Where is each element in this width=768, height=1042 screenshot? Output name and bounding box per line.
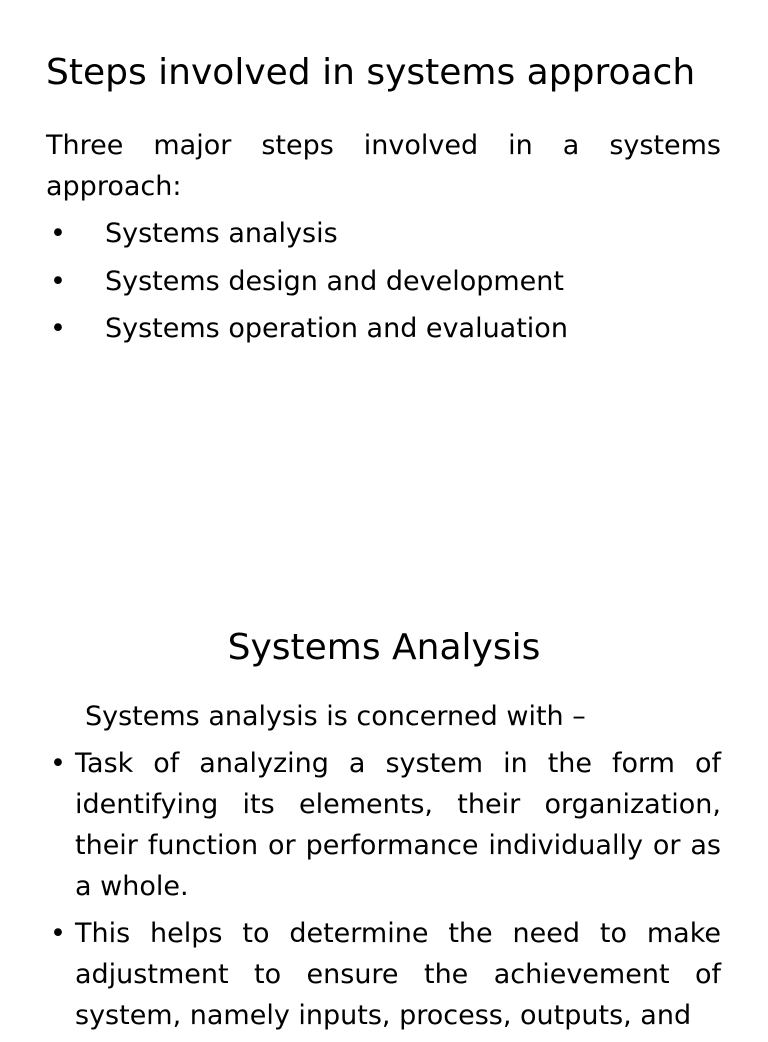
analysis-list — [46, 743, 721, 1042]
bullet-icon: • — [50, 313, 66, 344]
intro-paragraph: Three major steps involved in a systems approach: — [46, 130, 721, 202]
slide-title: Steps involved in systems approach — [46, 52, 696, 93]
bullet-icon: • — [50, 265, 66, 297]
list-item-text: Systems design and development — [105, 265, 564, 297]
list-item — [46, 913, 721, 1036]
list-item-text: Systems analysis — [105, 218, 338, 249]
bullet-icon: • — [50, 918, 66, 949]
slide-systems-analysis — [0, 560, 768, 1031]
list-item — [46, 743, 721, 907]
list-item — [46, 213, 721, 261]
slide-title: Systems Analysis — [227, 627, 541, 668]
bullet-icon: • — [50, 748, 66, 779]
list-item — [46, 308, 721, 356]
steps-list — [46, 213, 721, 356]
lead-paragraph: Systems analysis is concerned with – — [85, 701, 586, 732]
list-item — [46, 261, 721, 309]
list-item-text: Systems operation and evaluation — [105, 313, 568, 344]
list-item-text: This helps to determine the need to make adjustment to ensure the achievement of system, namely inputs, process, outputs, and — [75, 918, 721, 1031]
list-item-text: Task of analyzing a system in the form of identifying its elements, their organization, their function or performance individually or as a whole. — [75, 748, 721, 902]
bullet-icon: • — [50, 218, 66, 249]
